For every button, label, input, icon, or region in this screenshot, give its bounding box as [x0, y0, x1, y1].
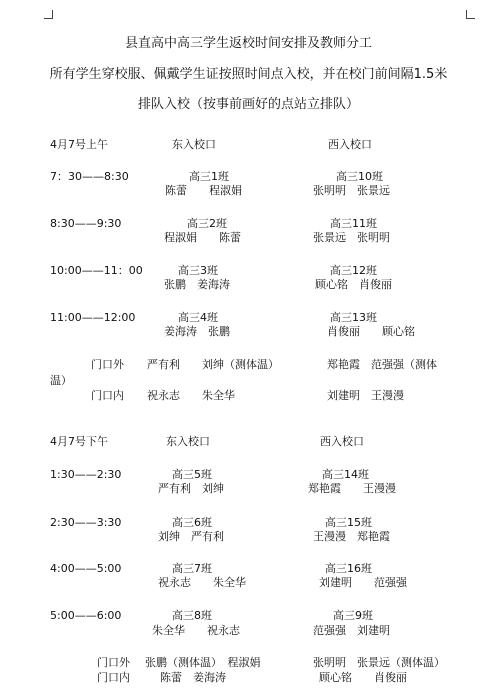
document-title: 县直高中高三学生返校时间安排及教师分工	[124, 36, 372, 51]
slot-time: 5:00——6:00	[50, 609, 122, 622]
east-teachers: 程淑娟 陈蕾	[164, 231, 241, 244]
west-class: 高三12班	[330, 264, 377, 277]
morning-gate-inside-label: 门口内	[91, 389, 124, 402]
east-class: 高三1班	[189, 170, 229, 183]
top-left-crop-mark	[44, 10, 53, 19]
west-class: 高三11班	[330, 217, 377, 230]
east-teachers: 张鹏 姜海涛	[164, 278, 230, 291]
west-teachers: 张景远 张明明	[313, 231, 390, 244]
west-teachers: 张明明 张景远	[313, 184, 390, 197]
afternoon-east-gate-header: 东入校口	[166, 435, 210, 448]
east-teachers: 朱全华 祝永志	[152, 624, 240, 637]
east-class: 高三7班	[172, 562, 212, 575]
east-teachers: 严有利 刘绅	[158, 482, 224, 495]
west-class: 高三13班	[330, 311, 377, 324]
morning-date: 4月7号上午	[50, 138, 108, 151]
west-class: 高三15班	[325, 516, 372, 529]
morning-gate-outside-east: 严有利 刘绅（测体温）	[147, 358, 279, 371]
east-class: 高三5班	[172, 468, 212, 481]
west-teachers: 肖俊丽 顾心铭	[327, 325, 415, 338]
east-teachers: 刘绅 严有利	[158, 530, 224, 543]
west-teachers: 王漫漫 郑艳霞	[313, 530, 390, 543]
notice-line-2: 排队入校（按事前画好的点站立排队）	[137, 97, 359, 112]
east-class: 高三2班	[187, 217, 227, 230]
east-teachers: 姜海涛 张鹏	[164, 325, 230, 338]
top-right-crop-mark	[466, 10, 475, 19]
west-teachers: 刘建明 范强强	[319, 576, 407, 589]
east-class: 高三4班	[178, 311, 218, 324]
morning-gate-inside-east: 祝永志 朱全华	[147, 389, 235, 402]
morning-west-gate-header: 西入校口	[328, 138, 372, 151]
west-class: 高三14班	[322, 468, 369, 481]
morning-east-gate-header: 东入校口	[172, 138, 216, 151]
morning-gate-outside-label: 门口外	[91, 358, 124, 371]
slot-time: 10:00——11：00	[50, 264, 143, 277]
slot-time: 7：30——8:30	[50, 170, 129, 183]
east-class: 高三6班	[172, 516, 212, 529]
slot-time: 2:30——3:30	[50, 516, 122, 529]
notice-line-1: 所有学生穿校服、佩戴学生证按照时间点入校，并在校门前间隔1.5米	[49, 67, 448, 82]
west-class: 高三9班	[333, 609, 373, 622]
afternoon-west-gate-header: 西入校口	[320, 435, 364, 448]
east-class: 高三3班	[178, 264, 218, 277]
slot-time: 4:00——5:00	[50, 562, 122, 575]
slot-time: 11:00——12:00	[50, 311, 136, 324]
afternoon-gate-inside-east: 陈蕾 姜海涛	[160, 671, 226, 684]
afternoon-gate-outside-label: 门口外	[97, 656, 130, 669]
slot-time: 8:30——9:30	[50, 217, 122, 230]
west-teachers: 郑艳霞 王漫漫	[308, 482, 396, 495]
slot-time: 1:30——2:30	[50, 468, 122, 481]
morning-gate-inside-west: 刘建明 王漫漫	[327, 389, 404, 402]
east-class: 高三8班	[172, 609, 212, 622]
afternoon-gate-inside-label: 门口内	[97, 671, 130, 684]
east-teachers: 祝永志 朱全华	[158, 576, 246, 589]
west-teachers: 顾心铭 肖俊丽	[315, 278, 392, 291]
west-class: 高三16班	[325, 562, 372, 575]
morning-gate-outside-west: 郑艳霞 范强强（测体	[327, 358, 437, 371]
afternoon-gate-outside-east: 张鹏（测体温） 程淑娟	[145, 656, 261, 669]
east-teachers: 陈蕾 程淑娟	[165, 184, 242, 197]
afternoon-date: 4月7号下午	[50, 435, 108, 448]
afternoon-gate-inside-west: 顾心铭 肖俊丽	[319, 671, 407, 684]
afternoon-gate-outside-west: 张明明 张景远（测体温）	[313, 656, 445, 669]
west-teachers: 范强强 刘建明	[313, 624, 390, 637]
morning-gate-outside-wrap: 温）	[50, 374, 72, 387]
west-class: 高三10班	[336, 170, 383, 183]
